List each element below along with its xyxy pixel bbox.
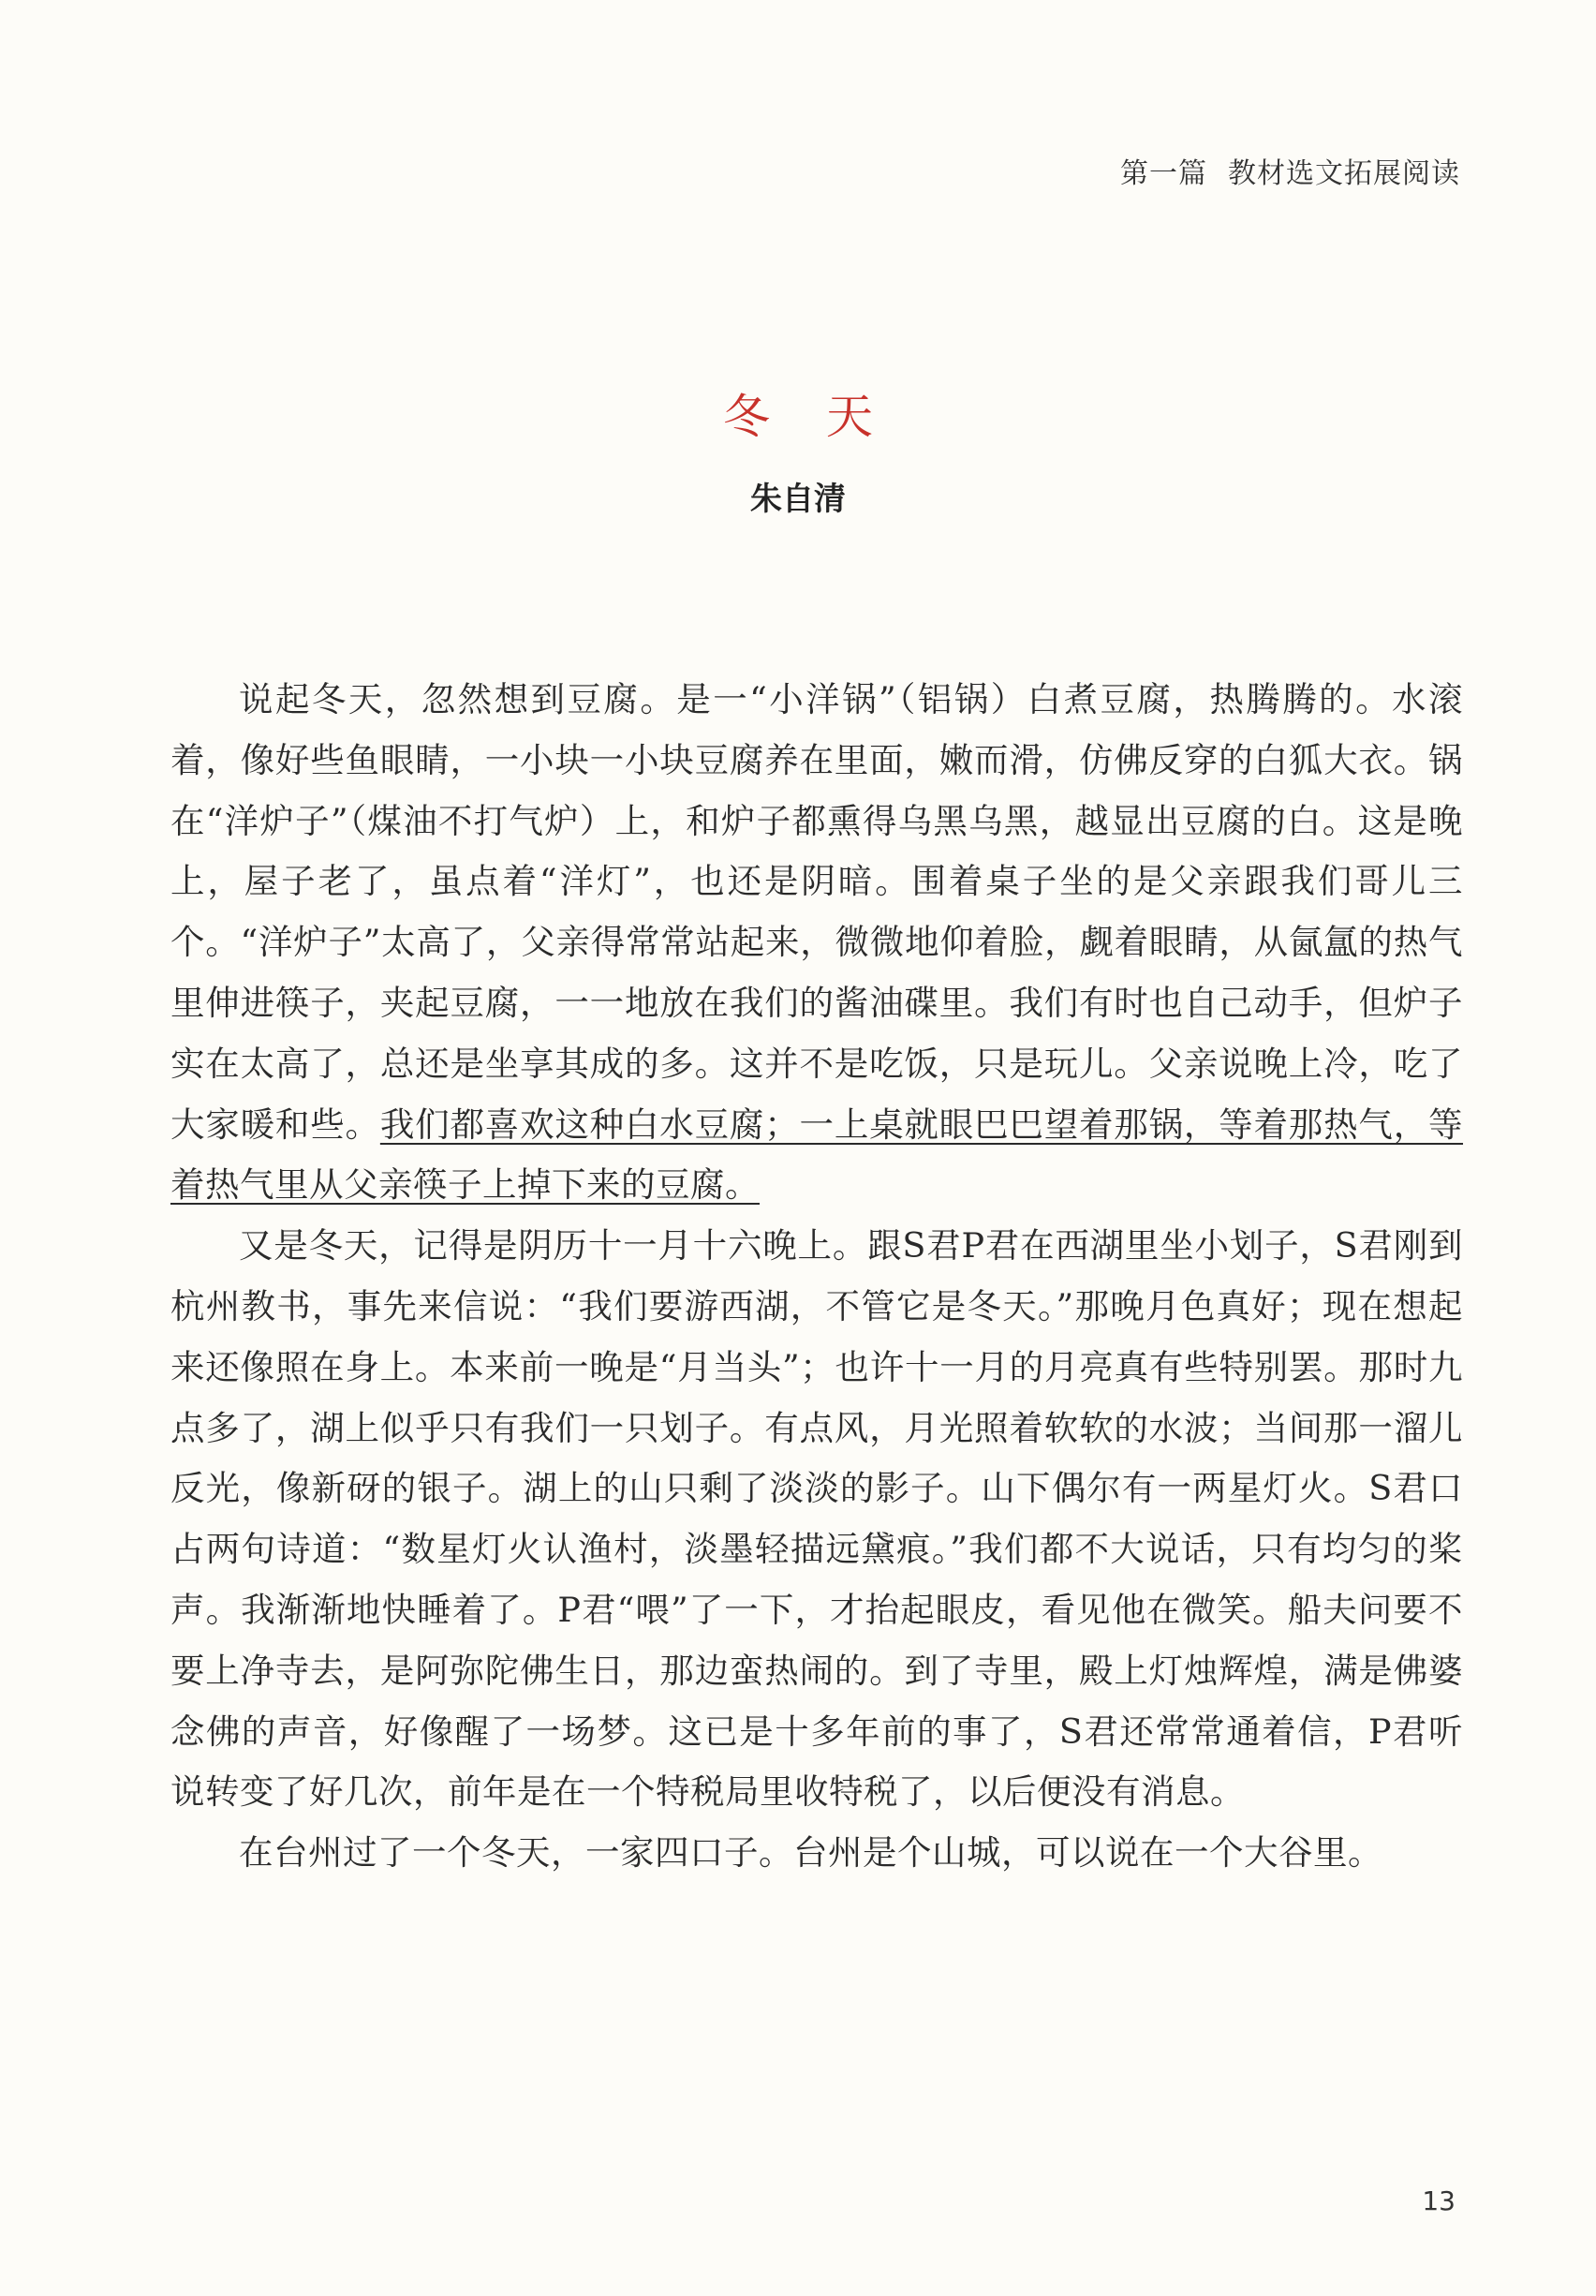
underlined-sentence: 我们都喜欢这种白水豆腐；一上桌就眼巴巴望着那锅，等着那热气，等着热气里从父亲筷子上掉下来的豆腐。 <box>170 1104 1464 1206</box>
article-body <box>170 670 1463 1884</box>
header-part: 第一篇 <box>1120 157 1207 190</box>
article-title: 冬 天 <box>723 390 894 444</box>
page-number: 13 <box>1422 2185 1456 2216</box>
article-author: 朱自清 <box>750 481 846 518</box>
running-header <box>1120 150 1460 191</box>
paragraph-2: 又是冬天，记得是阴历十一月十六晚上。跟S君P君在西湖里坐小划子，S君刚到杭州教书，事先来信说：“我们要游西湖，不管它是冬天。”那晚月色真好；现在想起来还像照在身上。本来前一晚是“月当头”；也许十一月的月亮真有些特别罢。那时九点多了，湖上似乎只有我们一只划子。有点风，月光照着软软的水波；当间那一溜儿反光，像新砑的银子。湖上的山只剩了淡淡的影子。山下偶尔有一两星灯火。S君口占两句诗道：“数星灯火认渔村，淡墨轻描远黛痕。”我们都不大说话，只有均匀的桨声。我渐渐地快睡着了。P君“喂”了一下，才抬起眼皮，看见他在微笑。船夫问要不要上净寺去，是阿弥陀佛生日，那边蛮热闹的。到了寺里，殿上灯烛辉煌，满是佛婆念佛的声音，好像醒了一场梦。这已是十多年前的事了，S君还常常通着信，P君听说转变了好几次，前年是在一个特税局里收特税了，以后便没有消息。 <box>170 1225 1463 1813</box>
paragraph-1 <box>170 670 1463 1216</box>
paragraph-1-text: 说起冬天，忽然想到豆腐。是一“小洋锅”（铝锅）白煮豆腐，热腾腾的。水滚着，像好些鱼眼睛，一小块一小块豆腐养在里面，嫩而滑，仿佛反穿的白狐大衣。锅在“洋炉子”（煤油不打气炉）上，和炉子都熏得乌黑乌黑，越显出豆腐的白。这是晚上，屋子老了，虽点着“洋灯”，也还是阴暗。围着桌子坐的是父亲跟我们哥儿三个。“洋炉子”太高了，父亲得常常站起来，微微地仰着脸，觑着眼睛，从氤氲的热气里伸进筷子，夹起豆腐，一一地放在我们的酱油碟里。我们有时也自己动手，但炉子实在太高了，总还是坐享其成的多。这并不是吃饭，只是玩儿。父亲说晚上冷，吃了大家暖和些。 <box>170 679 1463 1145</box>
paragraph-3: 在台州过了一个冬天，一家四口子。台州是个山城，可以说在一个大谷里。 <box>239 1832 1382 1874</box>
header-section: 教材选文拓展阅读 <box>1228 157 1460 190</box>
